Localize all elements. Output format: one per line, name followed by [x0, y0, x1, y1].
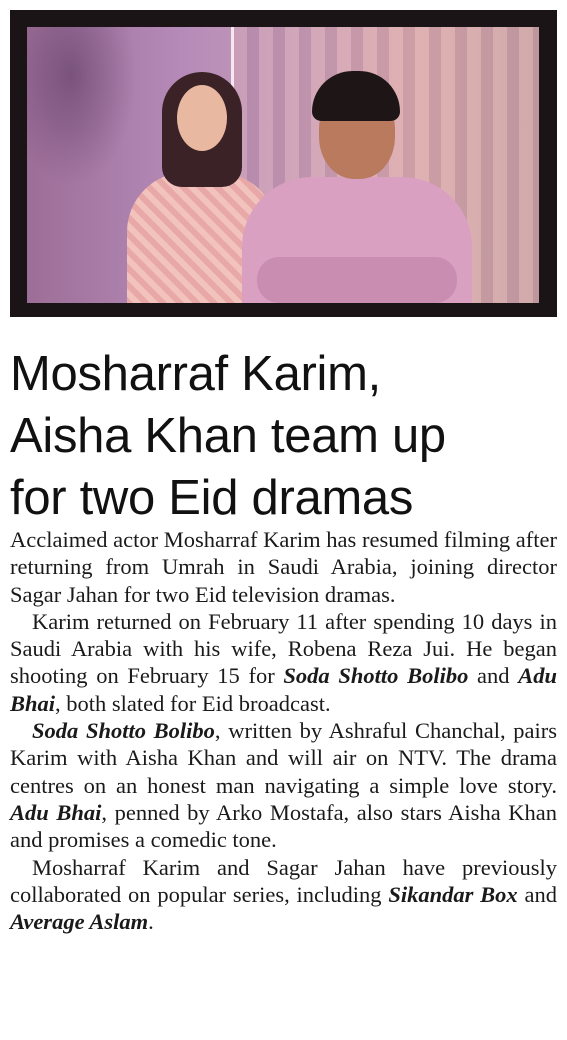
paragraph-2	[10, 608, 557, 717]
drama-title: Soda Shotto Bolibo	[32, 718, 215, 744]
paragraph-text: Karim returned on February 11 after spending 10 days in Saudi Arabia with his wife, Robena Reza Jui. He began shooting on February 15 for	[10, 608, 557, 689]
drama-title: Adu Bhai	[10, 663, 557, 716]
paragraph-3	[10, 717, 557, 853]
paragraph-text: .	[148, 909, 154, 935]
paragraph-text: Acclaimed actor Mosharraf Karim has resumed filming after returning from Umrah in Saudi Arabia, joining director Sagar Jahan for two Eid television dramas.	[10, 527, 557, 607]
paragraph-text: , penned by Arko Mostafa, also stars Aisha Khan and promises a comedic tone.	[10, 799, 557, 853]
paragraph-text: , both slated for Eid broadcast.	[55, 690, 331, 716]
series-title: Sikandar Box	[388, 881, 518, 907]
headline	[10, 343, 557, 529]
drama-title: Adu Bhai	[10, 799, 102, 825]
background-plant	[27, 27, 137, 187]
woman-face	[177, 85, 227, 151]
paragraph-4	[10, 854, 557, 936]
paragraph-text: and	[468, 663, 519, 689]
headline-line-2: Aisha Khan team up	[10, 409, 446, 463]
series-title: Average Aslam	[10, 909, 149, 935]
photo-of-actors	[27, 27, 539, 303]
paragraph-text: Mosharraf Karim and Sagar Jahan have previously collaborated on popular series, including	[10, 854, 557, 907]
article-body	[10, 526, 557, 935]
paragraph-text: and	[517, 881, 557, 907]
drama-title: Soda Shotto Bolibo	[283, 663, 469, 689]
headline-line-3: for two Eid dramas	[10, 471, 414, 525]
man-crossed-arms	[257, 257, 457, 303]
paragraph-text: , written by Ashraful Chanchal, pairs Karim with Aisha Khan and will air on NTV. The drama centres on an honest man navigating a simple love story.	[10, 718, 557, 798]
article-photo	[10, 10, 557, 317]
headline-line-1: Mosharraf Karim,	[10, 347, 381, 401]
paragraph-1	[10, 526, 557, 608]
